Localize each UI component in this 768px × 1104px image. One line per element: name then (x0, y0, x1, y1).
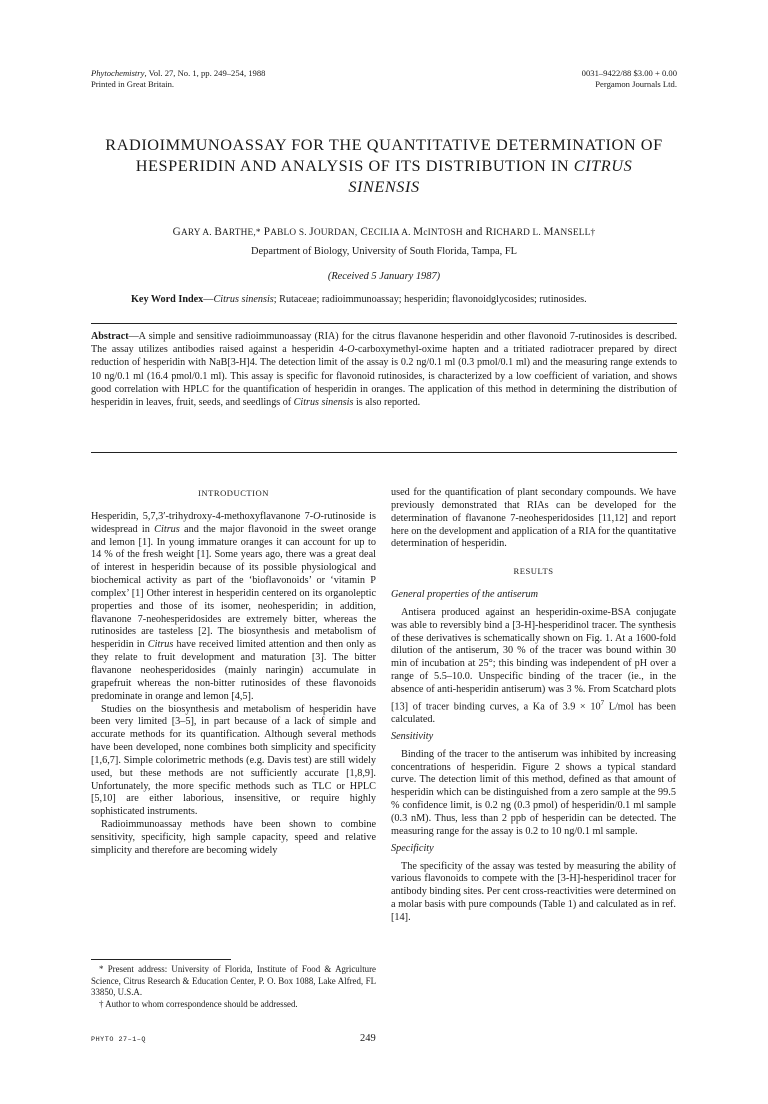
footnotes (91, 964, 376, 1010)
intro-paragraph-3: Radioimmunoassay methods have been shown to combine sensitivity, specificity, high sample capacity, speed and relative simplicity and therefore are becoming widely (91, 819, 376, 856)
intro-paragraph-2: Studies on the biosynthesis and metabolism of hesperidin have been very limited [3–5], in part because of a lack of simple and accurate methods for its quantification. Although several methods have been developed, none combines both simplicity and specificity [1,6,7]. Simple colorimetric methods (e.g. Davis test) are still widely used, but these methods are not sufficiently accurate [1,8,9]. Unfortunately, the more specific methods such as TLC or HPLC [5,10] are either laborious, insensitive, or require highly sophisticated instruments. (91, 703, 376, 818)
title-line-1: RADIOIMMUNOASSAY FOR THE QUANTITATIVE DETERMINATION OF (105, 135, 663, 154)
abstract-bottom-rule (91, 452, 677, 453)
footnote-correspondence: † Author to whom correspondence should be addressed. (99, 998, 298, 1009)
footnote-present-address: * Present address: University of Florida, Institute of Food & Agriculture Science, Citrus Research & Education Center, P. O. Box 1088, Lake Alfred, FL 33850, U.S.A. (91, 964, 376, 998)
publisher-info (582, 68, 677, 90)
title-line-3: SINENSIS (348, 177, 420, 196)
journal-citation (91, 68, 265, 90)
affiliation: Department of Biology, University of South Florida, Tampa, FL (251, 246, 517, 257)
results-paragraph-1: Antisera produced against an hesperidin-oxime-BSA conjugate was able to reversibly bind a [3-H]-hesperidinol tracer. The synthesis of these derivatives is schematically shown on Fig. 1. At a 1600-fold dilution of the antiserum, 30 % of the tracer was bound within 30 min of incubation at 25°; this binding was independent of pH over a range of 5.5–10.0. Unspecific binding of the tracer (ie., in the absence of anti-hesperidin antiserum) was 3 %. From Scatchard plots [13] of tracer binding curves, a Ka of $3.9 \times 10^7$ L/mol has been calculated. (391, 606, 676, 726)
subsection-specificity: Specificity (391, 842, 434, 854)
results-paragraph-2: Binding of the tracer to the antiserum was inhibited by increasing concentrations of hesperidin. Figure 2 shows a typical standard curve. The detection limit of this method, defined as that amount of hesperidin which can be distinguished from a zero sample at the 99.5 % confidence limit, is 0.2 ng (0.3 pmol) of hesperidin/0.1 ml sample (0.3 nM). Thus, less than 2 ppb of hesperidin can be detected. The measuring range for the assay is 0.2 to 10 ng/0.1 ml sample. (391, 748, 676, 837)
introduction-heading: INTRODUCTION (198, 488, 269, 498)
keyword-index: Key Word Index—Citrus sinensis; Rutaceae; radioimmunoassay; hesperidin; flavonoidglycosides; rutinosides. (131, 294, 587, 305)
citation-details: , Vol. 27, No. 1, pp. 249–254, 1988 (144, 68, 266, 78)
journal-name: Phytochemistry (91, 68, 145, 78)
page-number: 249 (360, 1033, 376, 1044)
print-code: PHYTO 27–1–Q (91, 1036, 146, 1044)
title-line-2: HESPERIDIN AND ANALYSIS OF ITS DISTRIBUTION IN CITRUS (135, 156, 633, 175)
received-date: (Received 5 January 1987) (327, 271, 441, 282)
printed-location: Printed in Great Britain. (91, 79, 175, 89)
left-column (91, 487, 376, 858)
article-title (80, 134, 688, 197)
intro-paragraph-1: Hesperidin, 5,7,3′-trihydroxy-4-methoxyflavanone 7-O-rutinoside is widespread in Citrus and the major flavonoid in the sweet orange and lemon [1]. In young immature oranges it can account for up to 14 % of the fresh weight [1]. Some years ago, there was a great deal of interest in hesperidin because of its possible physiological and biochemical activity as part of the ‘bioflavonoids’ or ‘vitamin P complex’ [1] Other interest in hesperidin centered on its organoleptic properties and those of its isomer, neohesperidin; in addition, flavanone 7-neohesperidosides are extremely bitter, whereas the rutinosides are tasteless [2]. The biosynthesis and metabolism of hesperidin in Citrus have received limited attention and then only as they relate to fruit development and maturation [3]. The bitter flavanone neohesperidosides (mainly naringin) accumulate in grapefruit whereas the non-bitter rutinosides of these flavonoids predominate in orange and lemon [4,5]. (91, 510, 377, 702)
issn-price: 0031–9422/88 $3.00 + 0.00 (581, 68, 677, 78)
subsection-antiserum: General properties of the antiserum (391, 589, 539, 601)
footnote-rule (91, 959, 231, 960)
right-column (391, 487, 676, 925)
abstract: Abstract—A simple and sensitive radioimmunoassay (RIA) for the citrus flavanone hesperidin and other flavonoid 7-rutinosides is described. The assay utilizes antibodies raised against a hesperidin 4-O-carboxymethyl-oxime hapten and a tritiated radiotracer prepared by direct reduction of hesperidin with NaB[3-H]4. The detection limit of the assay is 0.2 ng/0.1 ml (0.3 pmol/0.1 ml) and the measuring range extends to 10 ng/0.1 ml (16.4 pmol/0.1 ml). This assay is specific for flavonoid rutinosides, is characterized by a low coefficient of variation, and shows good correlation with HPLC for the quantification of hesperidin in oranges. The application of this method in determining the distribution of hesperidin in leaves, fruit, seeds, and seedlings of Citrus sinensis is also reported. (91, 331, 677, 409)
publisher-name: Pergamon Journals Ltd. (595, 79, 677, 89)
results-heading: RESULTS (513, 566, 554, 577)
author-list: GARY A. BARTHE,* PABLO S. JOURDAN, CECILIA A. McINTOSH and RICHARD L. MANSELL† (172, 226, 596, 238)
subsection-sensitivity: Sensitivity (391, 730, 434, 742)
results-paragraph-3: The specificity of the assay was tested by measuring the ability of various flavonoids to compete with the [3-H]-hesperidinol tracer for antibody binding sites. Per cent cross-reactivities were determined on a molar basis with pure compounds (Table 1) and calculated as in ref. [14]. (391, 860, 676, 923)
intro-paragraph-continued: used for the quantification of plant secondary compounds. We have previously demonstrated that RIAs can be developed for the determination of flavanone 7-neohesperidosides [11,12] and report here on the development and application of a RIA for the quantitative determination of hesperidin. (391, 487, 676, 550)
abstract-top-rule (91, 323, 677, 324)
